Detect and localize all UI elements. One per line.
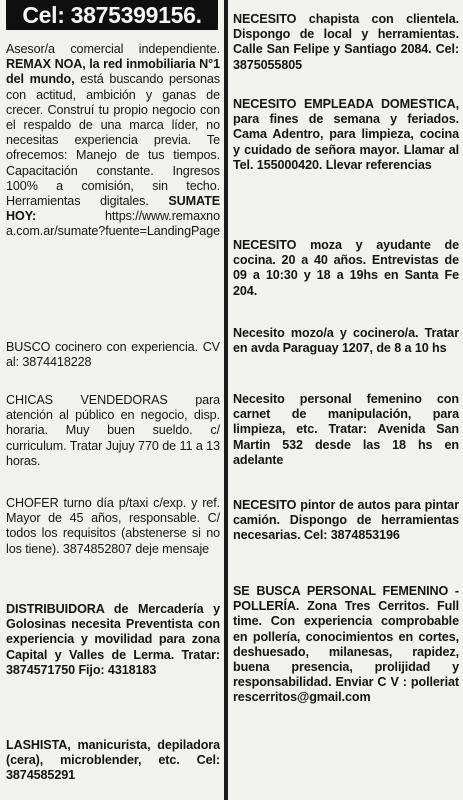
column-divider: [224, 0, 228, 800]
phone-banner: [6, 0, 218, 30]
ad-remax-company: REMAX NOA, la red inmobiliaria N°1 del mundo,: [6, 57, 220, 87]
ad-chofer: [6, 496, 220, 557]
left-column: [6, 0, 220, 800]
ad-moza: [233, 238, 459, 299]
ad-domestica-text: NECESITO EMPLEADA DOMESTICA, para fines de semana y feriados. Cama Adentro, para limpieza, cocina y cuidado de señora mayor. Llamar al Tel. 155000420. Llevar referencias: [233, 97, 459, 172]
ad-lashista: [6, 738, 220, 784]
ad-cocinero-text: BUSCO cocinero con experiencia. CV al: 3874418228: [6, 340, 220, 370]
ad-polleria-email[interactable]: polleriatrescerritos@gmail.com: [233, 675, 459, 705]
banner-phone: Cel: 3875399156.: [22, 2, 202, 28]
ad-mozo: [233, 326, 459, 356]
ad-pintor: [233, 498, 459, 544]
ad-distribuidora-text: DISTRIBUIDORA de Mercadería y Golosinas necesita Preventista con experiencia y movilidad para zona Capital y Valles de Lerma. Tratar: 3874571750 Fijo: 4318183: [6, 602, 220, 677]
ad-remax-lead: Asesor/a comercial independiente.: [6, 42, 220, 56]
ad-chicas-vendedoras: [6, 393, 220, 469]
ad-chicas-text: CHICAS VENDEDORAS para atención al público en negocio, disp. horaria. Muy buen sueldo. c/ curriculum. Tratar Jujuy 770 de 11 a 13 horas.: [6, 393, 220, 468]
ad-chofer-text: CHOFER turno día p/taxi c/exp. y ref. Mayor de 45 años, responsable. C/ todos los requisitos (abstenerse si no los tiene). 3874852807 deje mensaje: [6, 496, 220, 556]
right-column: [233, 0, 459, 800]
ad-mozo-text: Necesito mozo/a y cocinero/a. Tratar en avda Paraguay 1207, de 8 a 10 hs: [233, 326, 459, 356]
ad-remax-cta: SUMATE HOY:: [6, 194, 220, 224]
ad-distribuidora: [6, 602, 220, 678]
ad-polleria: [233, 584, 459, 706]
ad-remax-url[interactable]: https://www.remaxnoa.com.ar/sumate?fuente=LandingPage: [6, 209, 220, 239]
ad-lashista-text: LASHISTA, manicurista, depiladora (cera), microblender, etc. Cel: 3874585291: [6, 738, 220, 783]
ad-moza-text: NECESITO moza y ayudante de cocina. 20 a 40 años. Entrevistas de 09 a 10:30 y 18 a 19hs en Santa Fe 204.: [233, 238, 459, 298]
ad-remax: [6, 42, 220, 240]
ad-chapista: [233, 12, 459, 73]
ad-pintor-text: NECESITO pintor de autos para pintar camión. Dispongo de herramientas necesarias. Cel: 3874853196: [233, 498, 459, 543]
ad-cocinero: [6, 340, 220, 370]
ad-chapista-text: NECESITO chapista con clientela. Dispongo de local y herramientas. Calle San Felipe y Santiago 2084. Cel: 3875055805: [233, 12, 459, 72]
ad-personal-femenino: [233, 392, 459, 468]
ad-remax-body: está buscando personas con actitud, ambición y ganas de crecer. Construí tu propio negocio con el respaldo de una marca líder, no necesitas experiencia previa. Te ofrecemos: Manejo de tus tiempos. Capacitación constante. Ingresos 100% a comisión, sin techo. Herramientas digitales.: [6, 72, 220, 209]
ad-polleria-text: SE BUSCA PERSONAL FEMENINO - POLLERÍA. Zona Tres Cerritos. Full time. Con experiencia comprobable en pollería, conocimientos en cortes, deshuesado, milanesas, rapidez, buena presencia, prolijidad y responsabilidad. Enviar C V :: [233, 584, 459, 690]
ad-femenino-text: Necesito personal femenino con carnet de manipulación, para limpieza, etc. Tratar: Avenida San Martin 532 desde las 18 hs en adelante: [233, 392, 459, 467]
ad-domestica: [233, 97, 459, 173]
